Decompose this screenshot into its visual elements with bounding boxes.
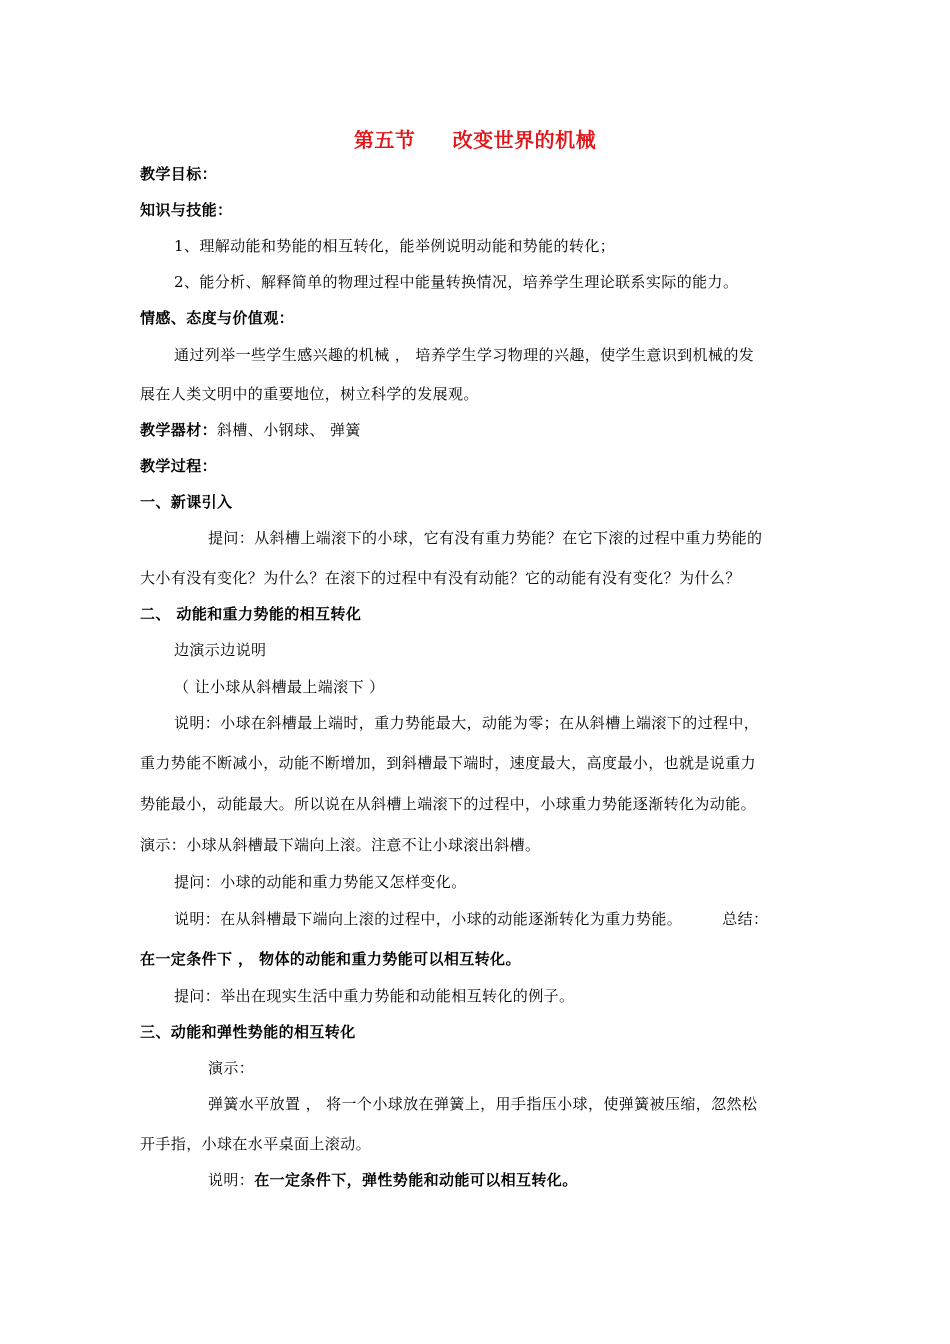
equipment-label: 教学器材： xyxy=(140,421,218,439)
section-2-heading: 二、 动能和重力势能的相互转化 xyxy=(140,605,362,623)
question-energy-change: 提问：小球的动能和重力势能又怎样变化。 xyxy=(174,873,467,891)
demo-roll-up: 演示：小球从斜槽最下端向上滚。注意不让小球滚出斜槽。 xyxy=(140,836,541,854)
section-3-heading: 三、动能和弹性势能的相互转化 xyxy=(140,1023,356,1041)
spring-demo-line-2: 开手指，小球在水平桌面上滚动。 xyxy=(140,1135,372,1153)
heading-teaching-process: 教学过程： xyxy=(140,457,218,475)
heading-knowledge-skills: 知识与技能： xyxy=(140,201,233,219)
goal-item-2: 2、能分析、解释简单的物理过程中能量转换情况，培养学生理论联系实际的能力。 xyxy=(174,273,739,291)
paragraph-emotion-line-2: 展在人类文明中的重要地位，树立科学的发展观。 xyxy=(140,385,479,403)
equipment-line xyxy=(140,420,361,440)
explanation-line-3: 势能最小，动能最大。所以说在从斜槽上端滚下的过程中，小球重力势能逐渐转化为动能。 xyxy=(140,795,757,813)
equipment-list: 斜槽、小钢球、 弹簧 xyxy=(217,421,361,439)
spring-conclusion-line xyxy=(208,1170,578,1190)
explanation-roll-up-line xyxy=(174,909,768,929)
explanation-line-1: 说明：小球在斜槽最上端时，重力势能最大，动能为零；在从斜槽上端滚下的过程中， xyxy=(174,714,760,732)
demo-label: 演示： xyxy=(208,1059,255,1077)
paragraph-emotion-line-1: 通过列举一些学生感兴趣的机械 ， 培养学生学习物理的兴趣，使学生意识到机械的发 xyxy=(174,346,755,364)
explanation-roll-up: 说明：在从斜槽最下端向上滚的过程中，小球的动能逐渐转化为重力势能。 xyxy=(174,910,683,928)
goal-item-1: 1、理解动能和势能的相互转化，能举例说明动能和势能的转化； xyxy=(174,237,616,255)
question-real-life: 提问：举出在现实生活中重力势能和动能相互转化的例子。 xyxy=(174,987,575,1005)
spring-conclusion: 在一定条件下，弹性势能和动能可以相互转化。 xyxy=(254,1171,578,1189)
summary-label: 总结： xyxy=(722,910,769,928)
spring-demo-line-1: 弹簧水平放置 ， 将一个小球放在弹簧上，用手指压小球，使弹簧被压缩，忽然松 xyxy=(208,1095,758,1113)
question-line-1: 提问：从斜槽上端滚下的小球，它有没有重力势能？在它下滚的过程中重力势能的 xyxy=(208,529,763,547)
explanation-label: 说明： xyxy=(208,1171,255,1189)
heading-emotion-values: 情感、态度与价值观： xyxy=(140,309,295,327)
heading-teaching-goals: 教学目标： xyxy=(140,165,218,183)
demo-explain-line: 边演示边说明 xyxy=(174,641,267,659)
question-line-2: 大小有没有变化？为什么？在滚下的过程中有没有动能？它的动能有没有变化？为什么？ xyxy=(140,569,741,587)
summary-conclusion: 在一定条件下 ， 物体的动能和重力势能可以相互转化。 xyxy=(140,950,521,968)
demo-instruction: （ 让小球从斜槽最上端滚下 ） xyxy=(174,678,385,696)
explanation-line-2: 重力势能不断减小，动能不断增加，到斜槽最下端时，速度最大，高度最小，也就是说重力 xyxy=(140,754,757,772)
section-1-heading: 一、新课引入 xyxy=(140,493,233,511)
document-title: 第五节 改变世界的机械 xyxy=(353,128,597,152)
